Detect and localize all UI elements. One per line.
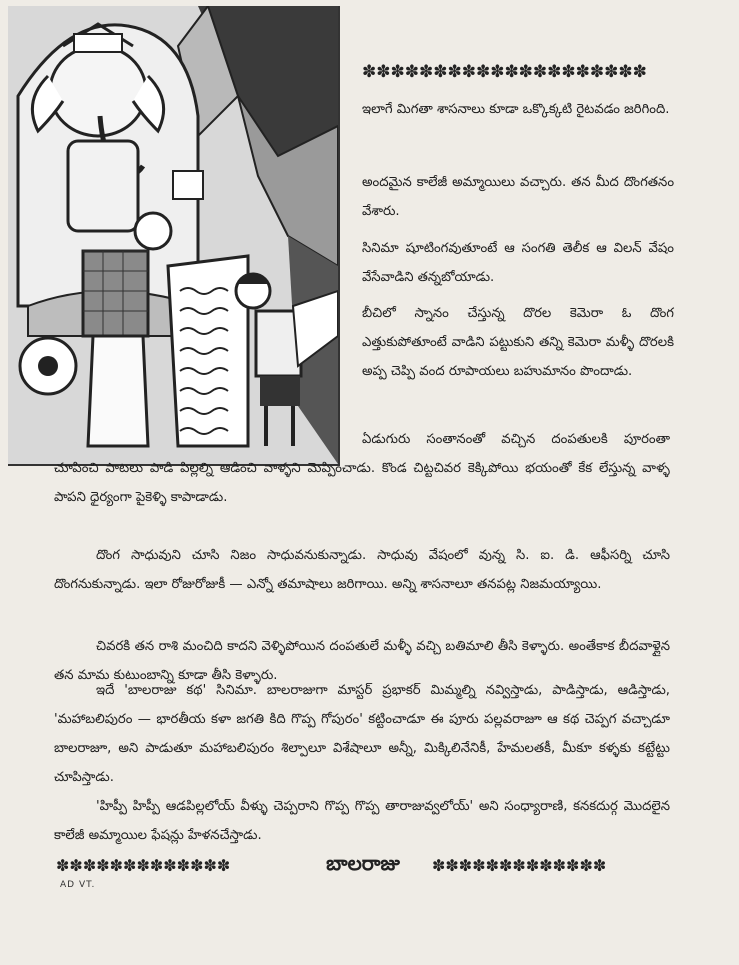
paragraph-4: బీచిలో స్నానం చేస్తున్న దొరల కెమెరా ఓ దొంగ ఎత్తుకుపోతూంటే వాడిని పట్టుకుని తన్ని కెమెరా మళ్ళీ దొరలకి అప్ప చెప్పి వంద రూపాయలు బహుమానం పొందాడు. (362, 306, 674, 379)
paragraph-2: అందమైన కాలేజీ అమ్మాయిలు వచ్చారు. తన మీద దొంగతనం వేశారు. (362, 175, 674, 219)
paragraph-7: చివరకి తన రాశి మంచిది కాదని వెళ్ళిపోయిన దంపతులే మళ్ళీ వచ్చి బతిమాలి తీసి కెళ్ళారు. అంతేకాక బీదవాళ్లైన తన మామ కుటుంబాన్ని కూడా తీసి కెళ్ళారు. (54, 639, 670, 683)
paragraph-1: ఇలాగే మిగతా శాసనాలు కూడా ఒక్కొక్కటి రైటవడం జరిగింది. (362, 102, 670, 117)
paragraph-9: 'హిప్పీ హిప్పీ ఆడపిల్లలోయ్ వీళ్ళు చెప్పరాని గొప్ప గొప్ప తారాజువ్వలోయ్' అని సంధ్యారాణి, కనకదుర్గ మొదలైన కాలేజీ అమ్మాయిల ఫేషన్లు హేళనచేస్తాడు. (54, 799, 670, 843)
advertisement-label: AD VT. (60, 880, 96, 890)
footer-ornament-right: ✽✽✽✽✽✽✽✽✽✽✽✽✽ (431, 855, 607, 875)
footer-banner (56, 850, 670, 880)
footer-ornament-left: ✽✽✽✽✽✽✽✽✽✽✽✽✽ (56, 855, 231, 875)
story-illustration (8, 6, 340, 466)
paragraph-6: దొంగ సాధువుని చూసి నిజం సాధువనుకున్నాడు. సాధువు వేషంలో వున్న సి. ఐ. డి. ఆఫీసర్ని చూసి దొంగనుకున్నాడు. ఇలా రోజురోజుకీ — ఎన్నో తమాషాలు జరిగాయి. అన్ని శాసనాలూ తనపట్ల నిజమయ్యాయి. (54, 548, 670, 592)
paragraph-8: ఇదే 'బాలరాజు కథ' సినిమా. బాలరాజుగా మాస్టర్ ప్రభాకర్ మిమ్మల్ని నవ్విస్తాడు, పాడిస్తాడు, ఆడిస్తాడు, 'మహాబలిపురం — భారతీయ కళా జగతి కిది గొప్ప గోపురం' కట్టించాడూ ఈ పూరు పల్లవరాజూ ఆ కథ చెప్పగ వచ్చాడూ బాలరాజూ, అని పాడుతూ మహాబలిపురం శిల్పాలూ విశేషాలూ అన్నీ, మిక్కిలినేనికీ, హేమలతకీ, మీకూ కళ్ళకు కట్టేట్టు చూపిస్తాడు. (54, 683, 670, 785)
film-title: బాలరాజు (326, 850, 400, 875)
ganesha-scene-drawing (8, 6, 338, 464)
paragraph-3: సినిమా షూటింగవుతూంటే ఆ సంగతి తెలీక ఆ విలన్ వేషం వేసేవాడిని తన్నబోయాడు. (362, 241, 674, 285)
top-ornament-border: ✽✽✽✽✽✽✽✽✽✽✽✽✽✽✽✽✽✽✽✽ (362, 62, 647, 82)
paragraph-5: ఏడుగురు సంతానంతో వచ్చిన దంపతులకి పూరంతా చూపించి పాటలు పాడి పిల్లల్ని ఆడించి వాళ్ళని మెప్పించాడు. కొండ చిట్టచివర కెక్కిపోయి భయంతో కేక లేస్తున్న వాళ్ళ పాపని ధైర్యంగా పైకెళ్ళి కాపాడాడు. (54, 432, 670, 505)
